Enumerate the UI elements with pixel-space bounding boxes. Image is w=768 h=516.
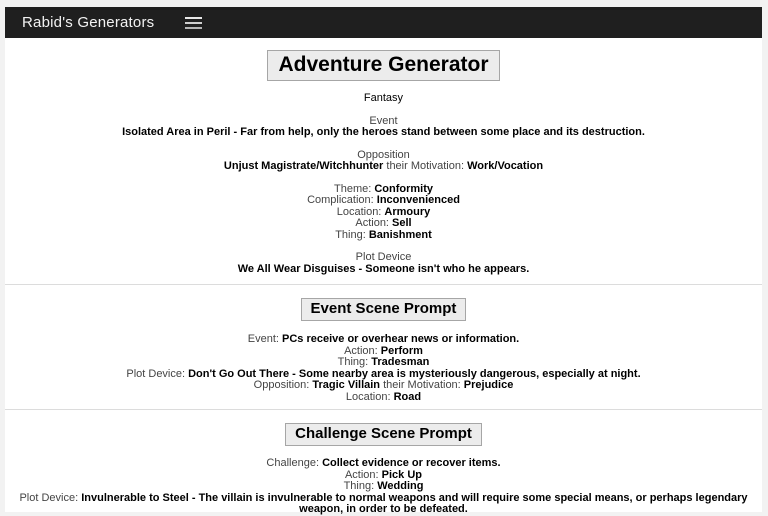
opposition-foe: Tragic Villain (312, 379, 381, 391)
event-value: Isolated Area in Peril - Far from help, only the heroes stand between some place and its destruction. (122, 126, 645, 138)
facet-value: Sell (392, 217, 412, 229)
facet-label: Action: (355, 217, 393, 229)
facet-value: Inconvenienced (376, 194, 460, 206)
facets-group (5, 184, 762, 242)
line-value: Road (393, 390, 422, 403)
opposition-label: Opposition (357, 148, 410, 161)
opposition-value-line (5, 161, 762, 173)
line-label: Plot Device: (126, 367, 189, 380)
challenge-line-plot-device (7, 493, 760, 516)
event-scene-section (5, 285, 762, 403)
facet-label: Theme: (333, 182, 375, 195)
line-value: Collect evidence or recover items. (322, 457, 501, 469)
plot-device-value: We All Wear Disguises - Someone isn't who he appears. (237, 262, 530, 275)
event-scene-line-location (5, 392, 762, 404)
genre-line: Fantasy (363, 92, 404, 104)
line-value: Don't Go Out There - Some nearby area is mysteriously dangerous, especially at night. (188, 367, 641, 380)
menu-button[interactable] (183, 13, 204, 33)
plot-device-group (5, 252, 762, 275)
plot-device-label: Plot Device (355, 251, 412, 263)
line-value: Perform (380, 344, 423, 357)
opposition-motivation: Work/Vocation (467, 160, 544, 172)
line-label: Action: (344, 344, 381, 357)
facet-label: Thing: (335, 228, 369, 241)
event-scene-lines (5, 334, 762, 403)
event-label: Event (369, 114, 398, 127)
adventure-generator-heading[interactable]: Adventure Generator (267, 50, 499, 81)
line-label: Location: (345, 390, 394, 403)
challenge-scene-lines (5, 458, 762, 516)
opposition-foe: Unjust Magistrate/Witchhunter (223, 160, 384, 172)
line-label: Opposition: (253, 379, 313, 391)
facet-value: Conformity (374, 182, 434, 195)
app-title[interactable]: Rabid's Generators (22, 14, 155, 31)
app-bar (5, 7, 762, 38)
opposition-mid: their Motivation: (380, 379, 464, 391)
challenge-scene-heading[interactable]: Challenge Scene Prompt (285, 423, 482, 446)
facet-label: Location: (336, 205, 385, 218)
opposition-motivation: Prejudice (463, 379, 514, 391)
facet-label: Complication: (307, 194, 377, 206)
line-label: Challenge: (266, 457, 323, 469)
opposition-mid: their Motivation: (383, 160, 468, 172)
facet-value: Armoury (384, 205, 431, 218)
challenge-scene-section (5, 410, 762, 516)
main-content (5, 38, 762, 516)
page (5, 7, 762, 515)
hamburger-icon (185, 17, 202, 29)
facet-value: Banishment (368, 228, 432, 241)
event-scene-heading[interactable]: Event Scene Prompt (301, 298, 467, 321)
line-label: Event: (247, 333, 283, 345)
line-label: Thing: (337, 356, 372, 368)
line-value: Wedding (377, 480, 424, 492)
line-label: Action: (344, 468, 382, 481)
line-value: Tradesman (371, 356, 430, 368)
line-label: Thing: (343, 480, 378, 492)
opposition-group (5, 150, 762, 173)
event-group (5, 116, 762, 139)
line-value: Invulnerable to Steel - The villain is invulnerable to normal weapons and will require some special means, or perhaps legendary weapon, in order to be defeated. (81, 491, 748, 515)
line-value: Pick Up (381, 468, 423, 481)
line-value: PCs receive or overhear news or information. (282, 333, 520, 345)
facet-line-thing (5, 230, 762, 242)
adventure-generator-section (5, 38, 762, 275)
line-label: Plot Device: (19, 491, 82, 504)
